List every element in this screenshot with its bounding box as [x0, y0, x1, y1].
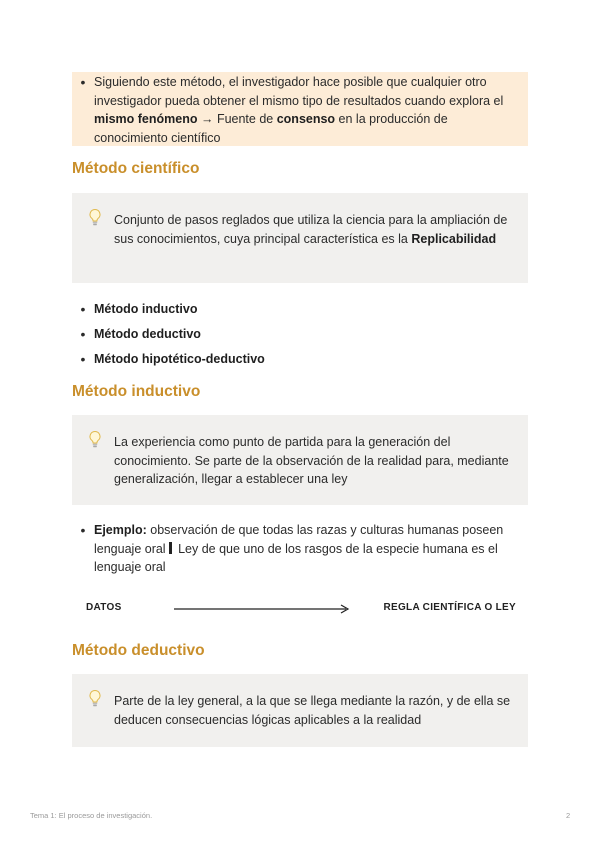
text-span: Conjunto de pasos reglados que utiliza la ciencia para la ampliación de sus conocimientos, cuya principal característica es la [114, 213, 508, 246]
callout-text: Parte de la ley general, a la que se llega mediante la razón, y de ella se deducen consecuencias lógicas aplicables a la realidad [114, 694, 511, 727]
section-heading: Método inductivo [72, 383, 201, 400]
section-heading: Método deductivo [72, 642, 205, 659]
callout-box [72, 193, 528, 283]
lightbulb-icon [88, 430, 102, 450]
methods-list [72, 300, 528, 374]
bullet-icon: • [80, 522, 86, 538]
flow-end-label: REGLA CIENTÍFICA O LEY [383, 602, 516, 613]
right-arrow-icon [174, 604, 352, 614]
separator-bar [169, 542, 172, 554]
induction-flow [86, 601, 516, 617]
list-item-label: Método hipotético-deductivo [94, 351, 265, 366]
lightbulb-icon [88, 689, 102, 709]
text-span: observación de que todas las razas y culturas humanas poseen lenguaje oral [94, 523, 504, 556]
list-item-label: Método deductivo [94, 326, 201, 341]
section-heading: Método científico [72, 160, 200, 177]
list-item-label: Método inductivo [94, 302, 198, 316]
bold-term: Ejemplo: [94, 523, 147, 537]
highlighted-note [72, 72, 528, 146]
callout-text [114, 213, 507, 246]
list-item [72, 350, 528, 369]
callout-box [72, 674, 528, 747]
note-text [94, 73, 520, 147]
page-number: 2 [566, 811, 571, 820]
bullet-icon: • [80, 74, 86, 90]
footer-title: Tema 1: El proceso de investigación. [30, 811, 153, 820]
text-span: Ley de que uno de los rasgos de la especie humana es el lenguaje oral [94, 541, 498, 574]
bullet-icon: • [80, 301, 86, 317]
text-span: → Fuente de [197, 112, 277, 126]
example-text [94, 521, 528, 577]
bullet-icon: • [80, 325, 86, 342]
text-span: en la producción de conocimiento científico [94, 112, 448, 145]
callout-text: La experiencia como punto de partida para la generación del conocimiento. Se parte de la observación de la realidad para, mediante generalización, llegar a establecer una ley [114, 435, 509, 486]
bold-term: Replicabilidad [411, 231, 497, 246]
list-item [72, 325, 528, 344]
flow-start-label: DATOS [86, 602, 122, 613]
bullet-icon: • [80, 350, 86, 367]
list-item [72, 72, 520, 147]
bold-term: consenso [276, 112, 336, 126]
list-item [72, 300, 528, 319]
callout-box [72, 415, 528, 505]
text-span: Siguiendo este método, el investigador hace posible que cualquier otro investigador pueda obtener el mismo tipo de resultados cuando explora el [94, 75, 504, 108]
list-item [72, 521, 528, 577]
bold-term: mismo fenómeno [94, 112, 198, 126]
lightbulb-icon [88, 208, 102, 228]
example-list [72, 521, 528, 583]
